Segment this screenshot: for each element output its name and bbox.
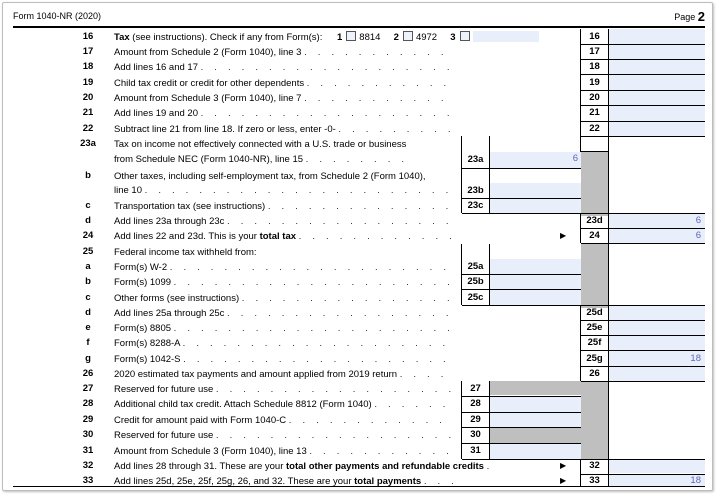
form-option-number: 2 — [393, 32, 399, 43]
rule — [581, 59, 705, 60]
line-23c-label — [114, 200, 453, 213]
rule — [581, 320, 705, 321]
box-label: 25f — [587, 337, 602, 348]
dot-leader: . . . . . . . . — [305, 154, 409, 165]
line-text-bold: total payments — [354, 476, 422, 487]
line-33-value: 18 — [690, 475, 701, 486]
line-number: 16 — [82, 31, 94, 42]
line-26-label — [114, 368, 448, 381]
rule — [462, 289, 581, 290]
line-number: a — [85, 261, 91, 272]
line-text: Additional child tax credit. Attach Schedule 8812 (Form 1040) — [114, 399, 372, 410]
line-number: 30 — [82, 429, 94, 440]
box-label: 32 — [589, 460, 600, 471]
dot-leader: . . . . . . . . . . . . — [298, 231, 456, 242]
dot-leader: . . . . . . . . . . . . . . . . . . . . — [183, 354, 450, 365]
line-25e-field[interactable] — [609, 321, 705, 335]
line-text: Reserved for future use — [114, 384, 214, 395]
box-label: 25e — [586, 322, 603, 333]
dot-leader: . — [486, 461, 494, 472]
box-label: 27 — [470, 383, 481, 394]
box-label: 25d — [586, 307, 603, 318]
line-20-field[interactable] — [609, 91, 705, 105]
rule — [608, 29, 609, 487]
dot-leader: . . . . . . . . . . . . . . . . . — [227, 308, 453, 319]
line-28-field[interactable] — [490, 397, 581, 412]
rule — [581, 381, 705, 382]
rule — [581, 74, 705, 75]
line-number: 24 — [82, 230, 94, 241]
dot-leader: . . . . . . . . . . . . . . . . . . . . — [182, 338, 450, 349]
line-number: d — [85, 307, 91, 318]
box-label: 16 — [589, 31, 600, 42]
dot-leader: . . . . . . . . . . . . . . . . . . — [215, 430, 456, 441]
rule — [581, 350, 705, 351]
line-33-label — [114, 475, 458, 488]
line-30-label — [114, 429, 455, 442]
line-number: e — [85, 322, 91, 333]
line-number: 27 — [82, 383, 94, 394]
line-label — [114, 123, 455, 136]
form-title: Form 1040-NR (2020) — [13, 11, 102, 21]
tax-form-body — [13, 29, 705, 487]
box-label: 25a — [467, 261, 484, 272]
line-number: d — [85, 215, 91, 226]
line-31-label — [114, 445, 453, 458]
line-text: Credit for amount paid with Form 1040-C — [114, 415, 287, 426]
dot-leader: . . . . . . . . . . . — [309, 446, 454, 457]
line-text: Form(s) 8805 — [114, 323, 172, 334]
box-label: 18 — [589, 61, 600, 72]
line-text: Amount from Schedule 3 (Form 1040), line 7 — [114, 93, 302, 104]
line-23b-label-2 — [114, 184, 452, 197]
line-number: b — [85, 170, 91, 181]
box-label: 28 — [470, 398, 481, 409]
line-22-field[interactable] — [609, 122, 705, 136]
box-label: 33 — [589, 475, 600, 486]
line-text: Transportation tax (see instructions) — [114, 201, 266, 212]
line-29-field[interactable] — [490, 413, 581, 428]
line-text: Add lines 23a through 23c — [114, 216, 225, 227]
line-16-field[interactable] — [609, 29, 705, 44]
form-header — [13, 7, 705, 28]
shaded-cell — [490, 428, 581, 443]
line-25c-label — [114, 292, 454, 305]
shaded-cell — [581, 152, 608, 216]
rule — [489, 136, 490, 213]
line-text-bold: total tax — [259, 231, 297, 242]
rule — [581, 243, 705, 244]
line-text: Add lines 22 and 23d. This is your — [114, 231, 260, 242]
line-23c-field[interactable] — [490, 199, 581, 213]
line-number: f — [86, 337, 90, 348]
line-text: Other forms (see instructions) — [114, 293, 240, 304]
rule — [581, 105, 705, 106]
line-29-label — [114, 414, 446, 427]
line-number: 33 — [82, 475, 94, 486]
line-23b-field[interactable] — [490, 183, 581, 198]
line-23b-label-1: Other taxes, including self-employment tax, from Schedule 2 (Form 1040), — [114, 171, 426, 182]
form-option-label: 4972 — [415, 32, 438, 43]
dot-leader: . . . . . . . . . . . . . . . . . . — [215, 384, 456, 395]
rule — [462, 213, 705, 214]
line-32-label — [114, 460, 493, 473]
rule — [581, 121, 705, 122]
rule — [462, 427, 581, 428]
line-number: 29 — [82, 414, 94, 425]
page-number: 2 — [697, 9, 705, 24]
form-option-number: 1 — [337, 32, 343, 43]
dot-leader: . . . . . . . . . . . . . . . . . . . — [200, 62, 454, 73]
rule — [489, 381, 490, 459]
line-25d-field[interactable] — [609, 305, 705, 320]
line-number: 25 — [82, 246, 94, 257]
line-number: 22 — [82, 123, 94, 134]
dot-leader: . . . . . . . . . . . . . . . . . — [227, 216, 453, 227]
box-label: 31 — [470, 445, 481, 456]
shaded-cell — [581, 243, 608, 308]
rule — [581, 136, 705, 137]
line-17-field[interactable] — [609, 45, 705, 59]
line-25f-field[interactable] — [609, 336, 705, 350]
box-label: 26 — [589, 368, 600, 379]
line-label — [114, 46, 448, 59]
box-label: 22 — [589, 123, 600, 134]
line-18-field[interactable] — [609, 60, 705, 74]
box-label: 17 — [589, 46, 600, 57]
line-number: c — [85, 292, 91, 303]
line-25c-field[interactable] — [490, 290, 581, 305]
line-text: Reserved for future use — [114, 430, 214, 441]
form-option-label: 8814 — [359, 32, 381, 43]
box-label: 19 — [589, 77, 600, 88]
line-16-label — [114, 31, 322, 44]
line-number: 23a — [80, 138, 96, 149]
arrow-icon: ▶ — [560, 476, 567, 485]
dot-leader: . . . . . . . . . . . . . . . . . . . . . — [173, 277, 455, 288]
line-28-label — [114, 398, 450, 411]
line-number: 20 — [82, 92, 94, 103]
box-label: 23d — [586, 215, 603, 226]
dot-leader: . . . . . . . . . — [338, 124, 455, 135]
line-27-label — [114, 383, 455, 396]
line-number: 21 — [82, 107, 94, 118]
line-number: g — [85, 353, 91, 364]
line-text: Amount from Schedule 2 (Form 1040), line 3 — [114, 47, 302, 58]
line-number: 28 — [82, 398, 94, 409]
line-16-label-rest: (see instructions). Check if any from Form(s): — [129, 32, 323, 43]
line-number: b — [85, 276, 91, 287]
dot-leader: . . . . . . . . . . . — [304, 47, 448, 58]
line-25g-label — [114, 353, 450, 366]
box-label: 21 — [589, 107, 600, 118]
line-number: 31 — [82, 445, 94, 456]
line-25b-label — [114, 276, 454, 289]
line-text: Form(s) W-2 — [114, 262, 168, 273]
rule — [581, 335, 705, 336]
line-text: from Schedule NEC (Form 1040-NR), line 15 — [114, 154, 304, 165]
page-indicator — [674, 9, 705, 24]
rule — [462, 412, 581, 413]
line-23a-label-1: Tax on income not effectively connected with a U.S. trade or business — [114, 139, 407, 150]
line-26-field[interactable] — [609, 367, 705, 381]
line-label — [114, 77, 450, 90]
shaded-cell — [581, 381, 608, 459]
line-25a-field[interactable] — [490, 259, 581, 274]
line-16-options — [337, 31, 539, 44]
form-4972-checkbox[interactable] — [403, 31, 413, 41]
line-text: Amount from Schedule 3 (Form 1040), line 13 — [114, 446, 307, 457]
dot-leader: . . . — [423, 476, 459, 487]
dot-leader: . . . . — [399, 369, 448, 380]
line-text: Child tax credit or credit for other dependents — [114, 78, 305, 89]
line-25d-label — [114, 307, 453, 320]
rule — [581, 151, 608, 152]
form-option-number: 3 — [450, 32, 456, 43]
rule — [581, 228, 705, 229]
line-text-bold: total other payments and refundable credits — [286, 461, 484, 472]
dot-leader: . . . . . . — [374, 399, 450, 410]
line-text: Form(s) 1099 — [114, 277, 172, 288]
line-25-label: Federal income tax withheld from: — [114, 247, 257, 258]
form-other-field[interactable] — [473, 31, 539, 42]
rule — [462, 168, 581, 169]
rule — [581, 44, 705, 45]
line-number: c — [85, 200, 91, 211]
dot-leader: . . . . . . . . . . . — [306, 78, 451, 89]
line-text: 2020 estimated tax payments and amount applied from 2019 return — [114, 369, 398, 380]
line-text: Subtract line 21 from line 18. If zero or less, enter -0- — [114, 124, 336, 135]
box-label: 23b — [467, 185, 484, 196]
rule — [462, 198, 581, 199]
line-31-field[interactable] — [490, 444, 581, 459]
form-other-checkbox[interactable] — [460, 31, 470, 41]
rule — [462, 274, 581, 275]
line-25a-label — [114, 261, 450, 274]
dot-leader: . . . . . . . . . . . . . . . . . . . — [200, 108, 454, 119]
dot-leader: . . . . . . . . . . . — [304, 93, 448, 104]
line-21-field[interactable] — [609, 106, 705, 121]
dot-leader: . . . . . . . . . . . . . . . . — [241, 293, 454, 304]
line-32-field[interactable] — [609, 459, 705, 473]
arrow-icon: ▶ — [560, 461, 567, 470]
dot-leader: . . . . . . . . . . . . . . . . . . . . . . . — [144, 185, 453, 196]
box-label: 25g — [586, 353, 603, 364]
line-text: Add lines 19 and 20 — [114, 108, 198, 119]
line-23a-value: 6 — [572, 153, 578, 164]
line-25b-field[interactable] — [490, 275, 581, 289]
line-24-label — [114, 230, 456, 243]
shaded-cell — [490, 381, 581, 395]
form-8814-checkbox[interactable] — [346, 31, 356, 41]
rule — [581, 90, 705, 91]
dot-leader: . . . . . . . . . . . . . . — [267, 201, 453, 212]
box-label: 24 — [589, 230, 600, 241]
line-number: 26 — [82, 368, 94, 379]
box-label: 25c — [467, 292, 484, 303]
line-number: 32 — [82, 460, 94, 471]
box-label: 25b — [467, 276, 484, 287]
box-label: 23a — [467, 154, 484, 165]
rule — [462, 396, 581, 397]
box-label: 29 — [470, 414, 481, 425]
rule — [462, 443, 581, 444]
line-23d-label — [114, 215, 453, 228]
rule — [581, 366, 705, 367]
line-text: Form(s) 8288-A — [114, 338, 180, 349]
line-label — [114, 61, 454, 74]
line-24-value: 6 — [695, 230, 701, 241]
rule — [462, 305, 705, 306]
line-23a-label-2 — [114, 153, 408, 166]
line-text: Form(s) 1042-S — [114, 354, 181, 365]
line-25f-label — [114, 337, 449, 350]
dot-leader: . . . . . . . . . . . . . . . . . . . . . — [169, 262, 451, 273]
line-number: 19 — [82, 77, 94, 88]
line-text: line 10 — [114, 185, 142, 196]
line-19-field[interactable] — [609, 75, 705, 90]
line-number: 17 — [82, 46, 94, 57]
line-number: 18 — [82, 61, 94, 72]
line-label — [114, 107, 454, 120]
line-text: Add lines 25a through 25c — [114, 308, 225, 319]
line-text: Add lines 25d, 25e, 25f, 25g, 26, and 32. These are your — [114, 476, 355, 487]
line-text: Add lines 28 through 31. These are your — [114, 461, 286, 472]
line-25e-label — [114, 322, 454, 335]
line-23d-value: 6 — [695, 215, 701, 226]
box-label: 20 — [589, 92, 600, 103]
line-16-label-bold: Tax — [114, 32, 130, 43]
arrow-icon: ▶ — [560, 231, 567, 240]
line-text: Add lines 16 and 17 — [114, 62, 198, 73]
line-label — [114, 92, 448, 105]
line-25g-value: 18 — [690, 353, 701, 364]
box-label: 23c — [467, 200, 484, 211]
box-label: 30 — [470, 429, 481, 440]
page-label: Page — [674, 12, 696, 22]
dot-leader: . . . . . . . . . . . . . . . . . . . . . — [173, 323, 455, 334]
dot-leader: . . . . . . . . . . . . — [288, 415, 447, 426]
